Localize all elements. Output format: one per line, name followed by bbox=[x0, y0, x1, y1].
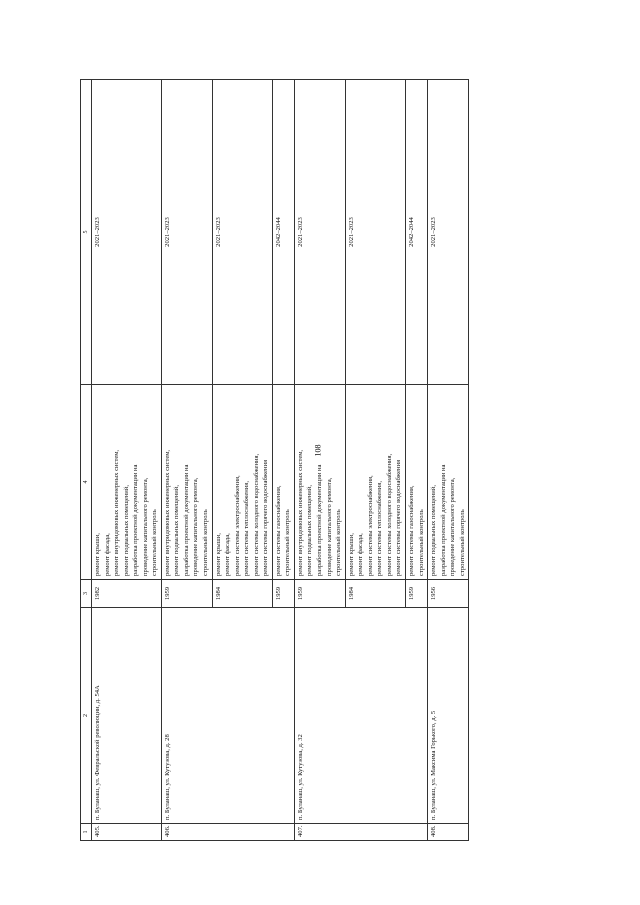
work-item: ремонт системы горячего водоснабжения bbox=[395, 459, 403, 576]
column-header: 5 bbox=[81, 80, 92, 385]
period-cell: 2021–2023 bbox=[294, 80, 345, 385]
table-row bbox=[161, 80, 212, 841]
column-header: 1 bbox=[81, 824, 92, 841]
period-cell: 2021–2023 bbox=[92, 80, 162, 385]
page-number: 108 bbox=[313, 444, 323, 457]
work-item: проведение капитального ремонта, bbox=[192, 477, 200, 576]
period-cell: 2021–2023 bbox=[212, 80, 272, 385]
work-item: ремонт внутридомовых инженерных систем, bbox=[296, 449, 304, 576]
works-cell bbox=[294, 385, 345, 580]
work-item: ремонт крыши, bbox=[94, 533, 101, 576]
period-cell: 2021–2023 bbox=[345, 80, 405, 385]
repair-schedule-table bbox=[80, 79, 469, 841]
work-item: разработка проектной документации на bbox=[132, 464, 140, 576]
record-number: 408. bbox=[428, 824, 469, 841]
work-item: проведение капитального ремонта, bbox=[449, 477, 457, 576]
work-item: разработка проектной документации на bbox=[182, 464, 190, 576]
work-item: ремонт системы горячего водоснабжения bbox=[262, 459, 270, 576]
work-item: ремонт подвальных помещений, bbox=[173, 485, 181, 576]
column-header: 2 bbox=[81, 608, 92, 824]
year-cell: 1959 bbox=[405, 580, 427, 608]
works-cell bbox=[272, 385, 294, 580]
work-item: строительный контроль bbox=[202, 509, 210, 576]
table-row bbox=[428, 80, 469, 841]
work-item: разработка проектной документации на bbox=[439, 464, 447, 576]
year-cell: 1959 bbox=[294, 580, 345, 608]
work-item: ремонт системы холодного водоснабжения, bbox=[385, 453, 393, 576]
header-row bbox=[81, 80, 92, 841]
work-item: ремонт системы теплоснабжения, bbox=[376, 481, 384, 576]
work-item: ремонт фасада, bbox=[103, 533, 111, 576]
period-cell: 2042–2044 bbox=[405, 80, 427, 385]
works-cell bbox=[428, 385, 469, 580]
work-item: ремонт подвальных помещений, bbox=[430, 485, 438, 576]
address-cell: п. Буланаш, ул. Кутузова, д. 28 bbox=[161, 608, 294, 824]
work-item: ремонт подвальных помещений, bbox=[306, 485, 314, 576]
record-number: 407. bbox=[294, 824, 427, 841]
table-body bbox=[92, 80, 469, 841]
address-cell: п. Буланаш, ул. Максима Горького, д. 5 bbox=[428, 608, 469, 824]
record-number: 406. bbox=[161, 824, 294, 841]
work-item: ремонт крыши, bbox=[214, 533, 222, 576]
works-cell bbox=[345, 385, 405, 580]
landscape-table-wrapper bbox=[80, 80, 556, 841]
works-cell bbox=[405, 385, 427, 580]
table-row bbox=[294, 80, 345, 841]
work-item: ремонт подвальных помещений, bbox=[122, 485, 130, 576]
work-item: ремонт фасада, bbox=[224, 533, 232, 576]
work-item: строительный контроль bbox=[335, 509, 343, 576]
work-item: ремонт внутридомовых инженерных систем, bbox=[163, 449, 171, 576]
period-cell: 2021–2023 bbox=[428, 80, 469, 385]
work-item: ремонт крыши, bbox=[347, 533, 355, 576]
year-cell: 1959 bbox=[161, 580, 212, 608]
work-item: ремонт фасада, bbox=[357, 533, 365, 576]
work-item: ремонт системы теплоснабжения, bbox=[243, 481, 251, 576]
work-item: строительный контроль bbox=[417, 509, 425, 576]
work-item: строительный контроль bbox=[284, 509, 292, 576]
work-item: ремонт внутридомовых инженерных систем, bbox=[113, 449, 121, 576]
work-item: ремонт системы электроснабжения, bbox=[233, 475, 241, 576]
period-cell: 2021–2023 bbox=[161, 80, 212, 385]
address-cell: п. Буланаш, ул. Кутузова, д. 32 bbox=[294, 608, 427, 824]
work-item: проведение капитального ремонта, bbox=[325, 477, 333, 576]
year-cell: 1984 bbox=[345, 580, 405, 608]
address-cell: п. Буланаш, ул. Февральской революции, д. 54А bbox=[92, 608, 162, 824]
year-cell: 1956 bbox=[428, 580, 469, 608]
work-item: ремонт системы газоснабжения, bbox=[274, 485, 282, 576]
period-cell: 2042–2044 bbox=[272, 80, 294, 385]
works-cell bbox=[161, 385, 212, 580]
column-header: 3 bbox=[81, 580, 92, 608]
year-cell: 1984 bbox=[212, 580, 272, 608]
work-item: ремонт системы электроснабжения, bbox=[366, 475, 374, 576]
work-item: проведение капитального ремонта, bbox=[141, 477, 149, 576]
record-number: 405. bbox=[92, 824, 162, 841]
works-cell bbox=[92, 385, 162, 580]
work-item: строительный контроль bbox=[151, 509, 159, 576]
year-cell: 1982 bbox=[92, 580, 162, 608]
work-item: ремонт системы газоснабжения, bbox=[407, 485, 415, 576]
table-row bbox=[92, 80, 162, 841]
year-cell: 1959 bbox=[272, 580, 294, 608]
column-header: 4 bbox=[81, 385, 92, 580]
work-item: ремонт системы холодного водоснабжения, bbox=[252, 453, 260, 576]
work-item: строительный контроль bbox=[458, 509, 466, 576]
work-item: разработка проектной документации на bbox=[316, 464, 324, 576]
works-cell bbox=[212, 385, 272, 580]
